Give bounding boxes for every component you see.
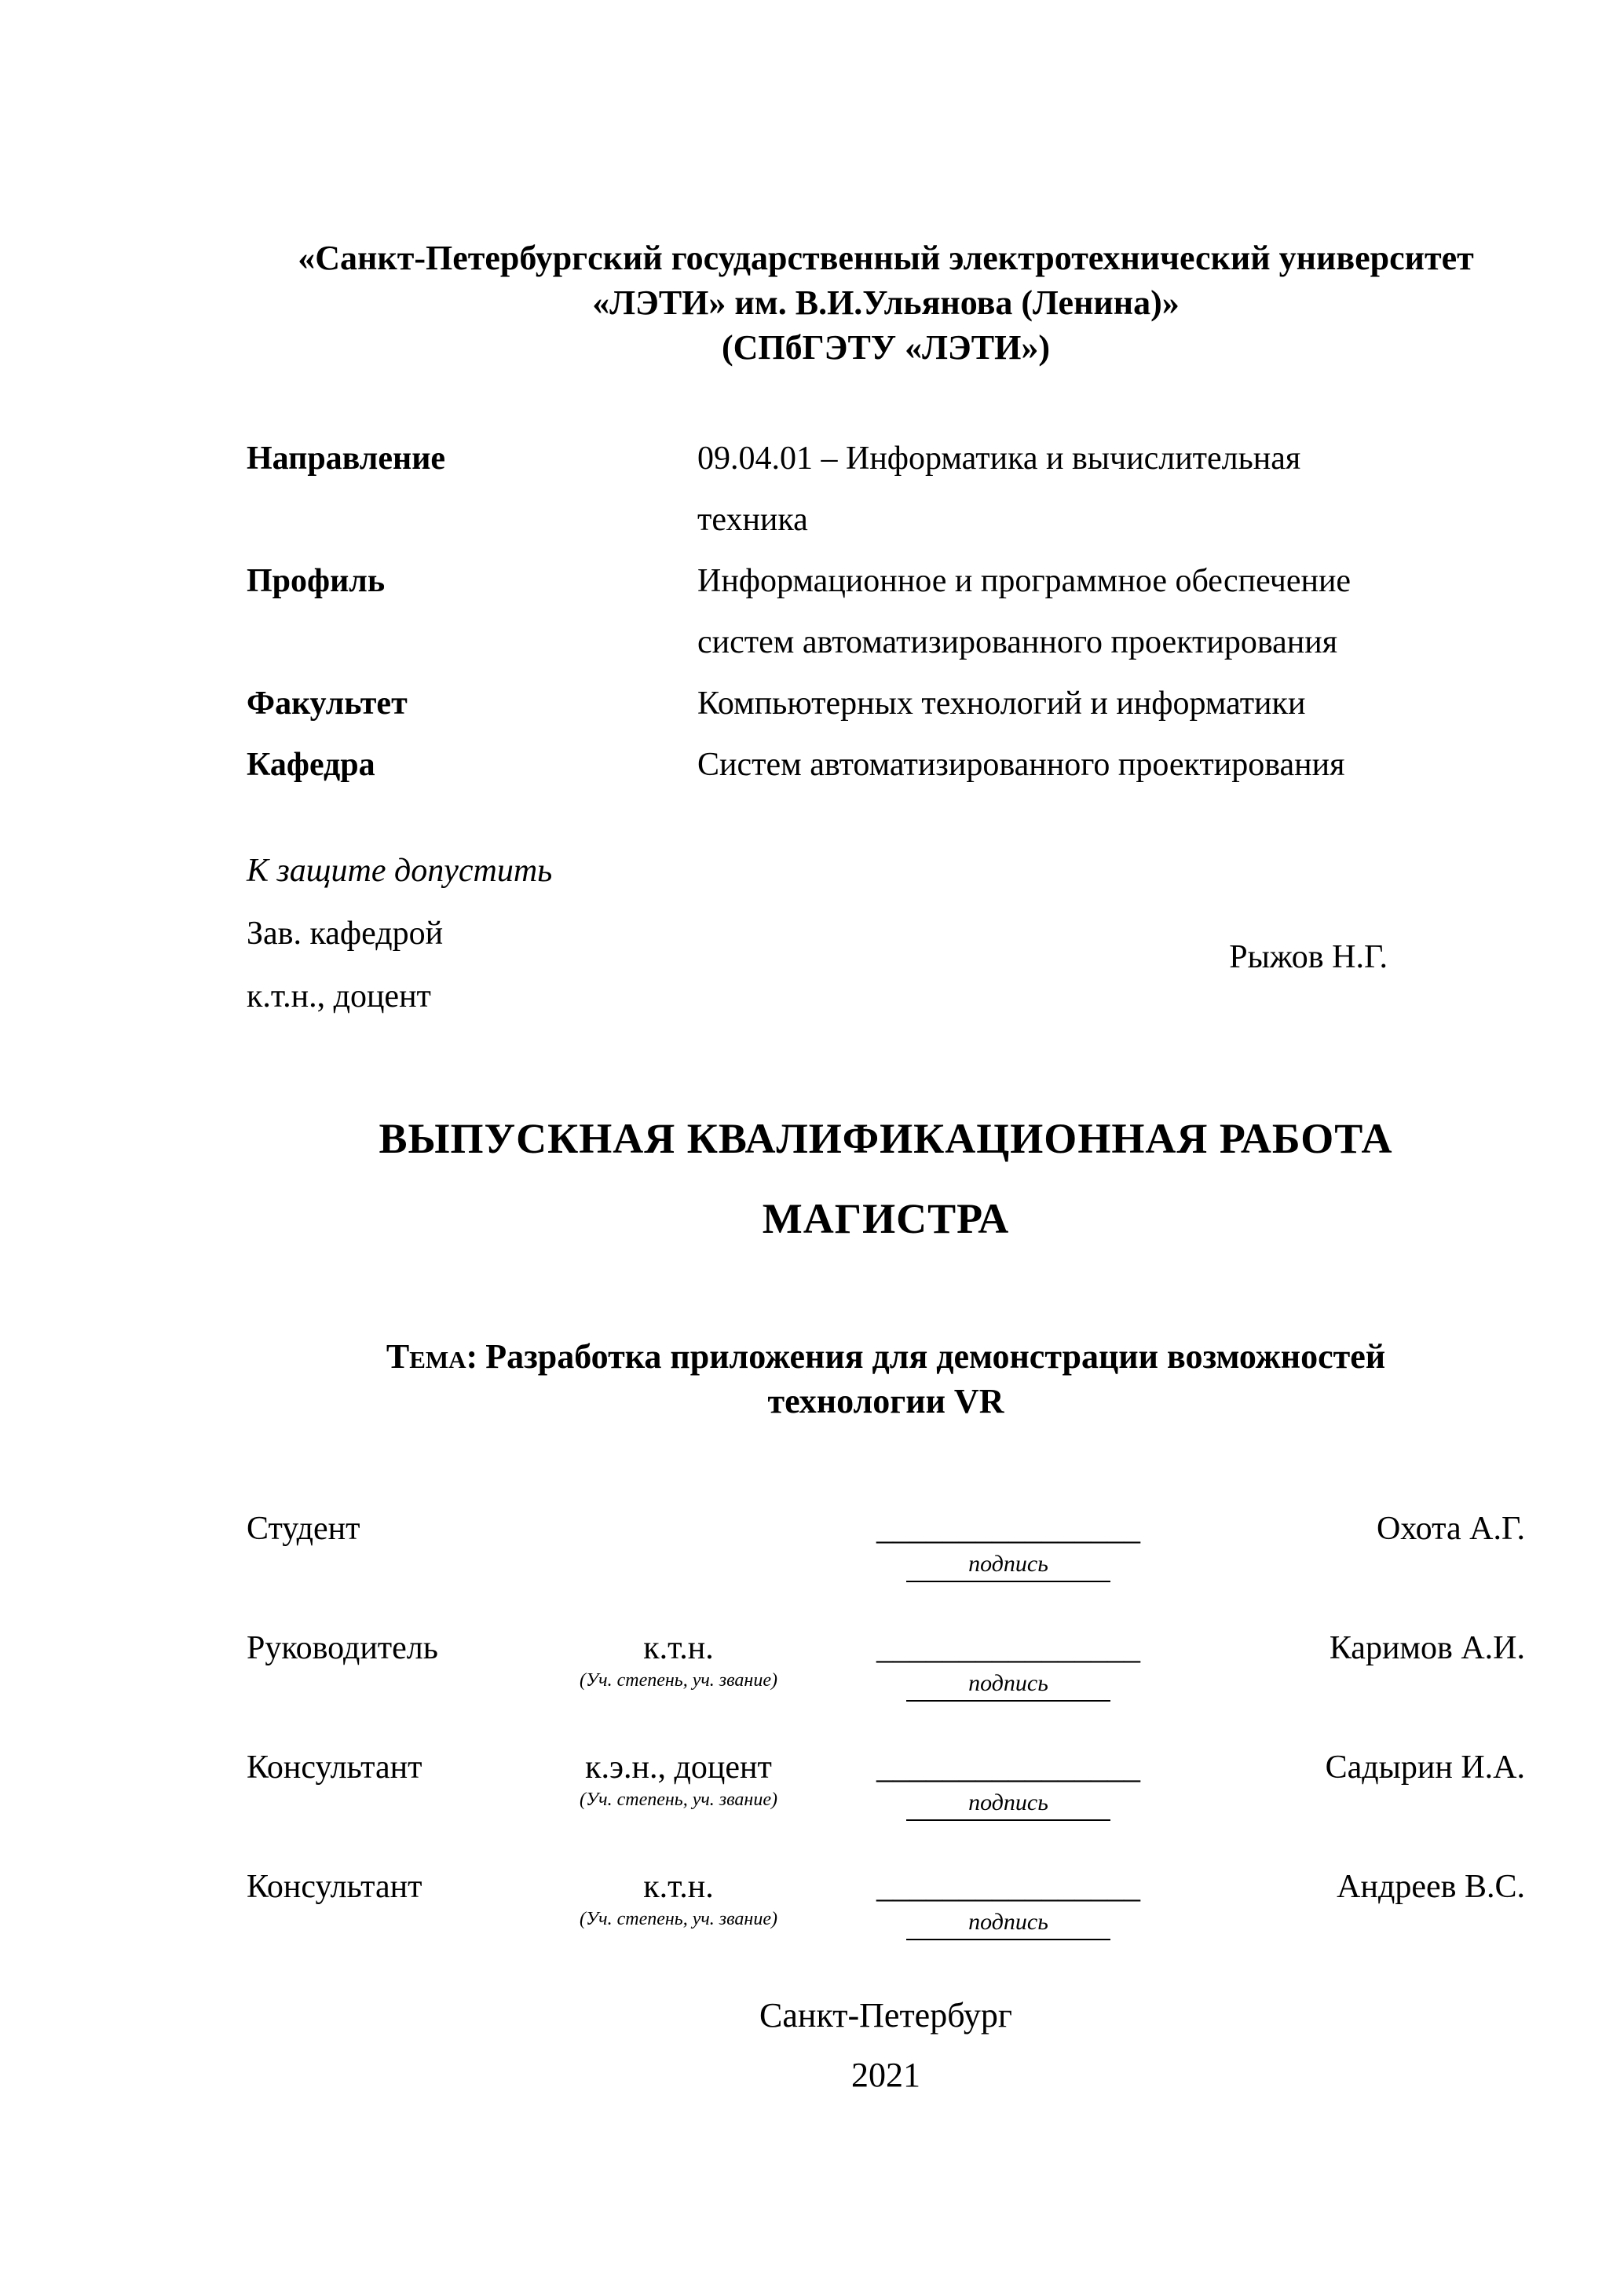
field-value-department: Систем автоматизированного проектирования <box>697 747 1345 783</box>
signatory-name: Садырин И.А. <box>1325 1749 1525 1786</box>
approval-head-line: Зав. кафедрой <box>247 916 444 952</box>
signature-degree-caption: (Уч. степень, уч. звание) <box>580 1909 777 1929</box>
approver-name: Рыжов Н.Г. <box>1229 939 1388 975</box>
thesis-title <box>247 1099 1525 1259</box>
footer <box>247 1986 1525 2105</box>
field-value-faculty: Компьютерных технологий и информатики <box>697 686 1306 722</box>
approval-degree-line: к.т.н., доцент <box>247 978 431 1015</box>
signature-degree-caption: (Уч. степень, уч. звание) <box>580 1670 777 1691</box>
signature-caption: подпись <box>906 1549 1110 1582</box>
signature-row-supervisor <box>247 1628 1525 1702</box>
signature-caption: подпись <box>906 1788 1110 1821</box>
thesis-title-line-2: МАГИСТРА <box>762 1195 1010 1242</box>
footer-city: Санкт-Петербург <box>759 1996 1012 2035</box>
signature-blank-line: ________________ <box>876 1869 1140 1905</box>
signature-degree: к.т.н. <box>643 1630 714 1666</box>
field-label-direction: Направление <box>247 441 446 477</box>
field-row-faculty <box>247 673 1525 734</box>
university-line-1: «Санкт-Петербургский государственный электротехнический университет <box>298 239 1474 277</box>
signature-row-consultant-2 <box>247 1866 1525 1940</box>
theme-first-line <box>247 1334 1525 1379</box>
signatory-name: Андреев В.С. <box>1337 1869 1525 1905</box>
signature-line-cell <box>843 1866 1173 1940</box>
field-value-profile: Информационное и программное обеспечение систем автоматизированного проектирования <box>697 563 1352 660</box>
field-row-department <box>247 734 1525 795</box>
signatory-name: Охота А.Г. <box>1376 1511 1525 1547</box>
field-row-profile <box>247 550 1525 673</box>
university-line-2: «ЛЭТИ» им. В.И.Ульянова (Ленина)» <box>592 283 1180 322</box>
theme-text-line-1: Разработка приложения для демонстрации возможностей <box>485 1337 1386 1376</box>
approval-block <box>247 839 1525 1028</box>
signature-row-student <box>247 1508 1525 1582</box>
signature-role: Студент <box>247 1511 360 1547</box>
signature-role: Руководитель <box>247 1630 438 1666</box>
signature-row-consultant-1 <box>247 1747 1525 1821</box>
theme-text-line-2: технологии VR <box>767 1382 1004 1420</box>
signature-degree-cell <box>514 1866 843 1931</box>
university-line-3: (СПбГЭТУ «ЛЭТИ») <box>722 328 1050 367</box>
signature-role: Консультант <box>247 1749 422 1786</box>
signature-blank-line: ________________ <box>876 1749 1140 1786</box>
signature-blank-line: ________________ <box>876 1511 1140 1547</box>
field-label-faculty: Факультет <box>247 686 408 722</box>
signature-section <box>247 1508 1525 1940</box>
signature-line-cell <box>843 1747 1173 1821</box>
university-header <box>247 236 1525 370</box>
signatory-name: Каримов А.И. <box>1329 1630 1525 1666</box>
field-row-direction <box>247 428 1525 550</box>
signature-degree-cell <box>514 1628 843 1692</box>
signature-degree: к.э.н., доцент <box>585 1749 772 1786</box>
signature-degree: к.т.н. <box>643 1869 714 1905</box>
signature-degree-caption: (Уч. степень, уч. звание) <box>580 1790 777 1810</box>
signature-caption: подпись <box>906 1907 1110 1940</box>
approval-permit-line: К защите допустить <box>247 853 553 889</box>
field-value-direction: 09.04.01 – Информатика и вычислительная техника <box>697 441 1301 538</box>
thesis-title-line-1: ВЫПУСКНАЯ КВАЛИФИКАЦИОННАЯ РАБОТА <box>379 1115 1393 1162</box>
thesis-theme <box>247 1334 1525 1424</box>
program-fields <box>247 428 1525 795</box>
signature-caption: подпись <box>906 1669 1110 1702</box>
signature-line-cell <box>843 1508 1173 1582</box>
signature-line-cell <box>843 1628 1173 1702</box>
footer-year: 2021 <box>851 2056 920 2094</box>
field-label-profile: Профиль <box>247 563 386 599</box>
signature-role: Консультант <box>247 1869 422 1905</box>
signature-blank-line: ________________ <box>876 1630 1140 1666</box>
signature-degree-cell <box>514 1747 843 1812</box>
theme-label: Тема: <box>386 1337 478 1376</box>
field-label-department: Кафедра <box>247 747 375 783</box>
